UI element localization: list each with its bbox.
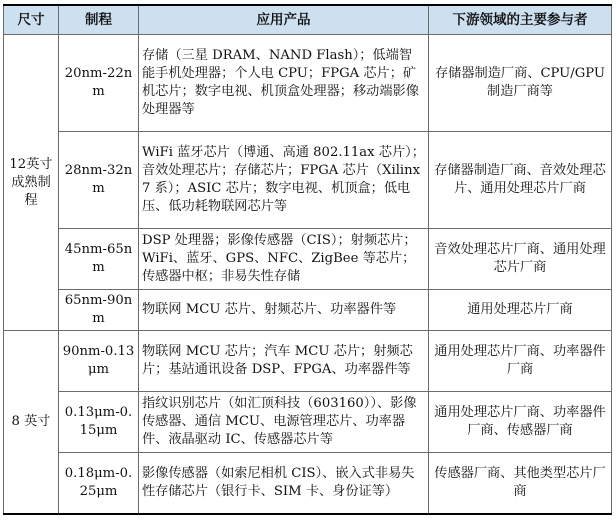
header-application: 应用产品 — [139, 5, 429, 35]
table-row — [4, 392, 612, 453]
application-cell: DSP 处理器；影像传感器（CIS）；射频芯片；WiFi、蓝牙、GPS、NFC、ZigBee 等芯片；传感器中枢；非易失性存储 — [139, 229, 429, 290]
header-size: 尺寸 — [4, 5, 59, 35]
process-cell: 28nm-32nm — [59, 132, 139, 229]
process-cell: 65nm-90nm — [59, 290, 139, 331]
downstream-cell: 音效处理芯片厂商、通用处理芯片厂商 — [429, 229, 612, 290]
downstream-cell: 存储器制造厂商、音效处理芯片、通用处理芯片厂商 — [429, 132, 612, 229]
application-cell: 物联网 MCU 芯片、射频芯片、功率器件等 — [139, 290, 429, 331]
process-cell: 45nm-65nm — [59, 229, 139, 290]
process-cell: 90nm-0.13μm — [59, 331, 139, 392]
application-cell: 指纹识别芯片（如汇顶科技（603160））、影像传感器、通信 MCU、电源管理芯片、功率器件、液晶驱动 IC、传感器芯片等 — [139, 392, 429, 453]
application-cell: WiFi 蓝牙芯片（博通、高通 802.11ax 芯片）；音效处理芯片；存储芯片；FPGA 芯片（Xilinx 7 系）；ASIC 芯片；数字电视、机顶盒；低电压、低功耗物联网芯片等 — [139, 132, 429, 229]
downstream-cell: 通用处理芯片厂商、功率器件厂商 — [429, 331, 612, 392]
process-cell: 20nm-22nm — [59, 35, 139, 132]
downstream-cell: 通用处理芯片厂商、功率器件厂商、传感器厂商 — [429, 392, 612, 453]
application-cell: 物联网 MCU 芯片；汽车 MCU 芯片；射频芯片；基站通讯设备 DSP、FPGA、功率器件等 — [139, 331, 429, 392]
process-node-table — [3, 4, 612, 515]
table-row — [4, 290, 612, 331]
downstream-cell: 存储器制造厂商、CPU/GPU 制造厂商等 — [429, 35, 612, 132]
downstream-cell: 通用处理芯片厂商 — [429, 290, 612, 331]
process-cell: 0.18μm-0.25μm — [59, 453, 139, 515]
size-cell-8-inch: 8 英寸 — [4, 331, 59, 515]
table-row — [4, 35, 612, 132]
downstream-cell: 传感器厂商、其他类型芯片厂商 — [429, 453, 612, 515]
size-cell-12-inch: 12英寸成熟制程 — [4, 35, 59, 331]
table-row — [4, 331, 612, 392]
table-row — [4, 132, 612, 229]
table-row — [4, 453, 612, 515]
process-cell: 0.13μm-0.15μm — [59, 392, 139, 453]
application-cell: 影像传感器（如索尼相机 CIS）、嵌入式非易失性存储芯片（银行卡、SIM 卡、身份证等） — [139, 453, 429, 515]
header-row — [4, 5, 612, 35]
application-cell: 存储（三星 DRAM、NAND Flash）；低端智能手机处理器；个人电 CPU；FPGA 芯片；矿机芯片；数字电视、机顶盒处理器；移动端影像处理器等 — [139, 35, 429, 132]
header-downstream: 下游领域的主要参与者 — [429, 5, 612, 35]
table-row — [4, 229, 612, 290]
header-process: 制程 — [59, 5, 139, 35]
